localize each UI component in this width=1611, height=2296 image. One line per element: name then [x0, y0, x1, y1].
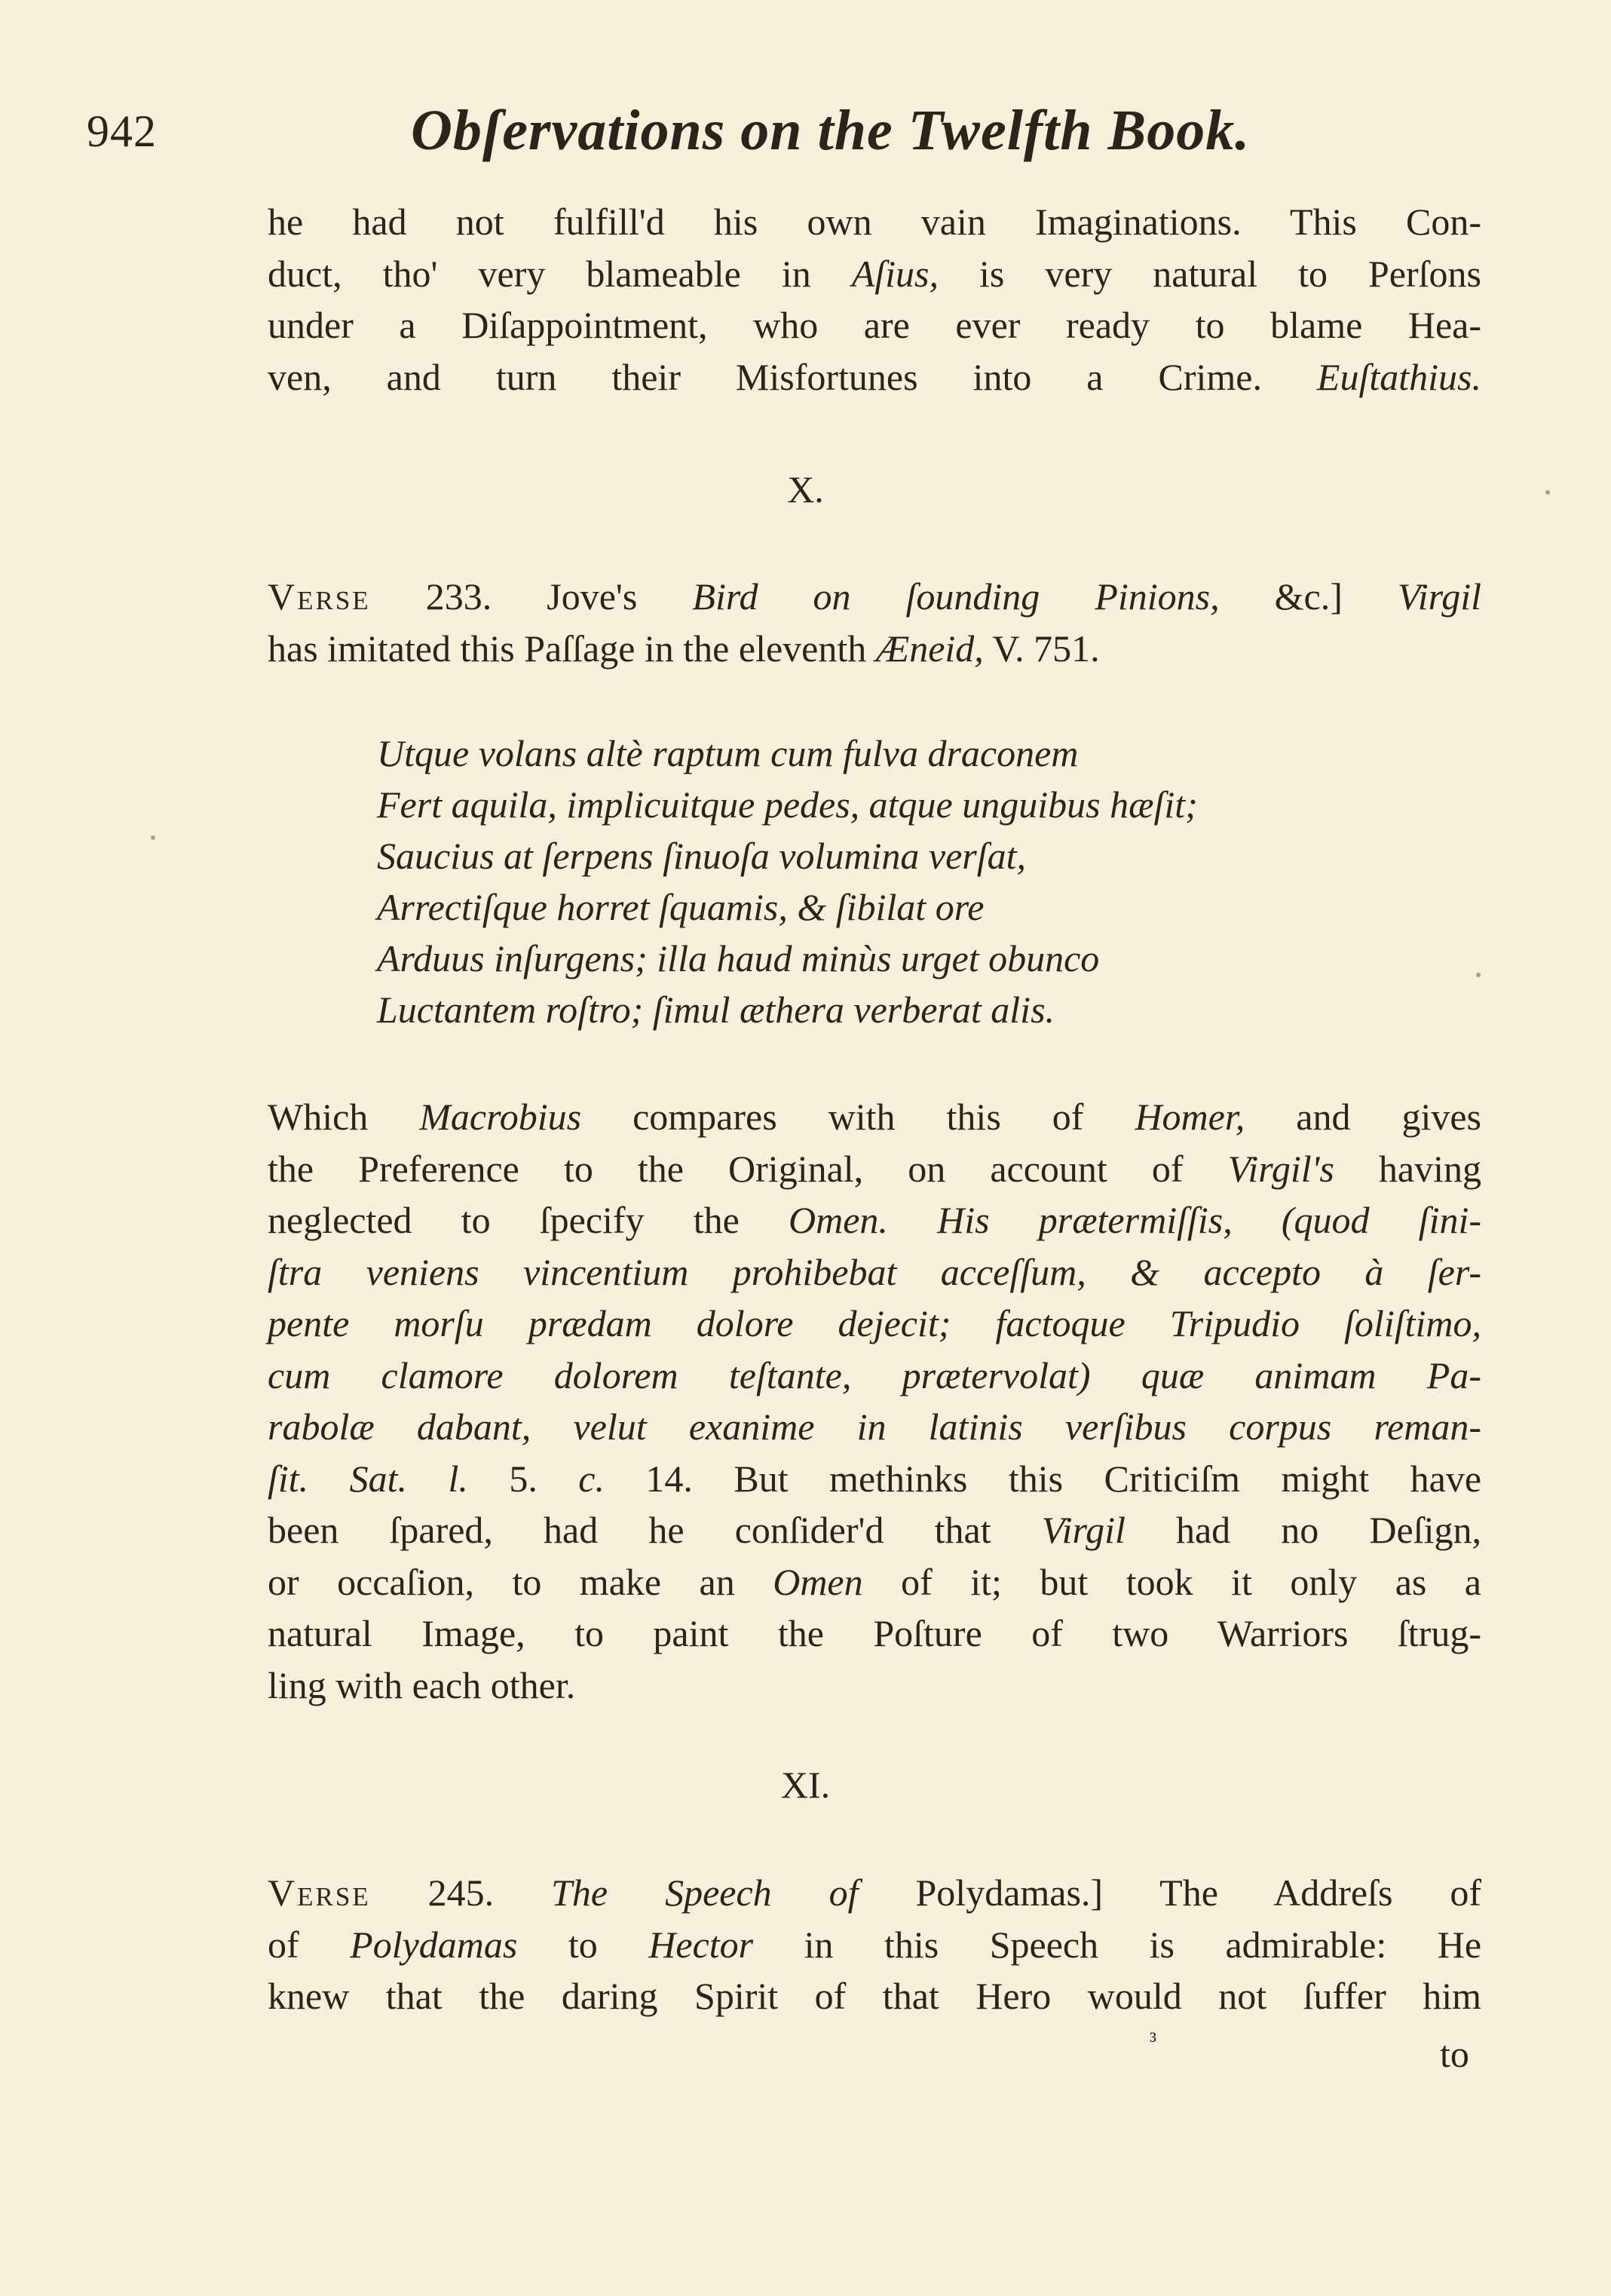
verse-line: Fert aquila, implicuitque pedes, atque unguibus hæſit;: [377, 783, 1198, 826]
text-line: [268, 1091, 1481, 1143]
name-macrobius: Macrobius: [419, 1096, 582, 1138]
latin-quote: rabolæ dabant, velut exanime in latinis verſibus corpus reman-: [268, 1405, 1481, 1448]
name-virgil: Virgil: [1041, 1509, 1126, 1551]
paragraph-3: [268, 1091, 1481, 1711]
name-asius: Aſius,: [851, 252, 939, 295]
name-polydamas: Polydamas.]: [915, 1871, 1104, 1914]
verse-quote: Bird on ſounding Pinions,: [692, 575, 1220, 618]
latin-quote: cum clamore dolorem teſtante, prætervolat) quæ animam Pa-: [268, 1353, 1481, 1396]
text-span: Which: [268, 1096, 369, 1138]
text-line: [268, 1867, 1481, 1919]
text-line: [268, 1556, 1481, 1608]
signature-mark: ³: [1150, 2028, 1156, 2053]
text-line: [268, 571, 1481, 623]
name-virgil: Virgil's: [1227, 1147, 1334, 1190]
title-aeneid: Æneid,: [875, 627, 984, 670]
verse-label: Verse: [268, 1871, 371, 1914]
verse-number: 245.: [427, 1871, 495, 1914]
citation: ſit. Sat. l.: [268, 1457, 468, 1500]
name-polydamas: Polydamas: [350, 1923, 518, 1966]
latin-quote: His prætermiſſis, (quod ſini-: [937, 1199, 1482, 1241]
text-span: to: [568, 1923, 598, 1966]
verse-line: Arduus inſurgens; illa haud minùs urget obunco: [377, 937, 1100, 979]
text-span: has imitated this Paſſage in the eleventh: [268, 627, 867, 670]
paper-speck: [151, 835, 155, 840]
text-span: neglected to ſpecify the: [268, 1199, 740, 1241]
name-homer: Homer,: [1135, 1096, 1245, 1138]
text-line: ling with each other.: [268, 1663, 576, 1706]
word-jove: Jove's: [547, 575, 638, 618]
text-line: duct, tho' very blameable in Aſius, is very natural to Perſons: [268, 252, 1481, 295]
text-span: and gives: [1296, 1096, 1481, 1138]
verse-number: 233.: [425, 575, 492, 618]
text-line: [268, 1401, 1481, 1453]
running-title: Obſervations on the Twelfth Book.: [411, 99, 1251, 162]
verse-line: Utque volans altè raptum cum fulva draconem: [377, 732, 1079, 774]
text-span: 14. But methinks this Criticiſm might have: [645, 1457, 1482, 1500]
word-omen: Omen.: [789, 1199, 888, 1241]
text-span: compares with this of: [632, 1096, 1084, 1138]
text-span: had no Deſign,: [1175, 1509, 1482, 1551]
citation-num: 5.: [509, 1457, 538, 1500]
latin-quote: ſtra veniens vincentium prohibebat acceſſum, & accepto à ſer-: [268, 1250, 1481, 1293]
text-line: [268, 1298, 1481, 1350]
verse-label: Verse: [268, 575, 371, 618]
text-line: [268, 1143, 1481, 1195]
text-line: [268, 623, 1481, 675]
verse-line: Arrectiſque horret ſquamis, & ſibilat ore: [377, 886, 985, 928]
paragraph-4: [268, 1867, 1481, 2022]
name-eustathius: Euſtathius.: [1316, 355, 1481, 398]
verse-quote: The Speech of: [551, 1871, 859, 1914]
name-virgil: Virgil: [1397, 575, 1482, 618]
text-line: [268, 1194, 1481, 1246]
text-line: under a Diſappointment, who are ever ready to blame Hea-: [268, 304, 1481, 346]
section-heading-x: X.: [787, 468, 824, 510]
section-heading-xi: XI.: [780, 1764, 831, 1806]
text-span: of: [268, 1923, 299, 1966]
text-line: knew that the daring Spirit of that Hero would not ſuffer him: [268, 1975, 1481, 2017]
page-number: 942: [87, 106, 157, 156]
text-line: [268, 1246, 1481, 1298]
paragraph-2: [268, 571, 1481, 674]
text-span: The Addreſs of: [1159, 1871, 1482, 1914]
verse-reference: V. 751.: [992, 627, 1100, 670]
latin-quote: pente morſu prædam dolore dejecit; factoque Tripudio ſoliſtimo,: [268, 1302, 1481, 1344]
text-span: the Preference to the Original, on account of: [268, 1147, 1184, 1190]
running-header: [87, 98, 1519, 181]
text-line: natural Image, to paint the Poſture of two Warriors ſtrug-: [268, 1612, 1481, 1654]
text-span: in this Speech is admirable: He: [804, 1923, 1482, 1966]
text-span: been ſpared, had he conſider'd that: [268, 1509, 991, 1551]
text-line: he had not fulfill'd his own vain Imaginations. This Con-: [268, 201, 1481, 243]
etc: &c.]: [1274, 575, 1343, 618]
verse-line: Saucius at ſerpens ſinuoſa volumina verſat,: [377, 835, 1027, 877]
paper-speck: [1476, 973, 1481, 977]
text-line: [268, 1919, 1481, 1971]
text-line: ven, and turn their Misfortunes into a Crime. Euſtathius.: [268, 355, 1481, 398]
catchword: to: [1440, 2033, 1469, 2075]
text-span: or occaſion, to make an: [268, 1560, 735, 1603]
text-line: [268, 1350, 1481, 1402]
name-hector: Hector: [648, 1923, 754, 1966]
text-span: having: [1378, 1147, 1482, 1190]
text-span: of it; but took it only as a: [901, 1560, 1481, 1603]
paragraph-1: [268, 196, 1481, 403]
latin-verse-quotation: [377, 728, 1432, 1035]
paper-speck: [1545, 490, 1550, 495]
verse-line: Luctantem roſtro; ſimul æthera verberat alis.: [377, 989, 1055, 1031]
word-omen: Omen: [773, 1560, 863, 1603]
text-line: [268, 1453, 1481, 1505]
citation: c.: [578, 1457, 605, 1500]
text-line: [268, 1504, 1481, 1556]
